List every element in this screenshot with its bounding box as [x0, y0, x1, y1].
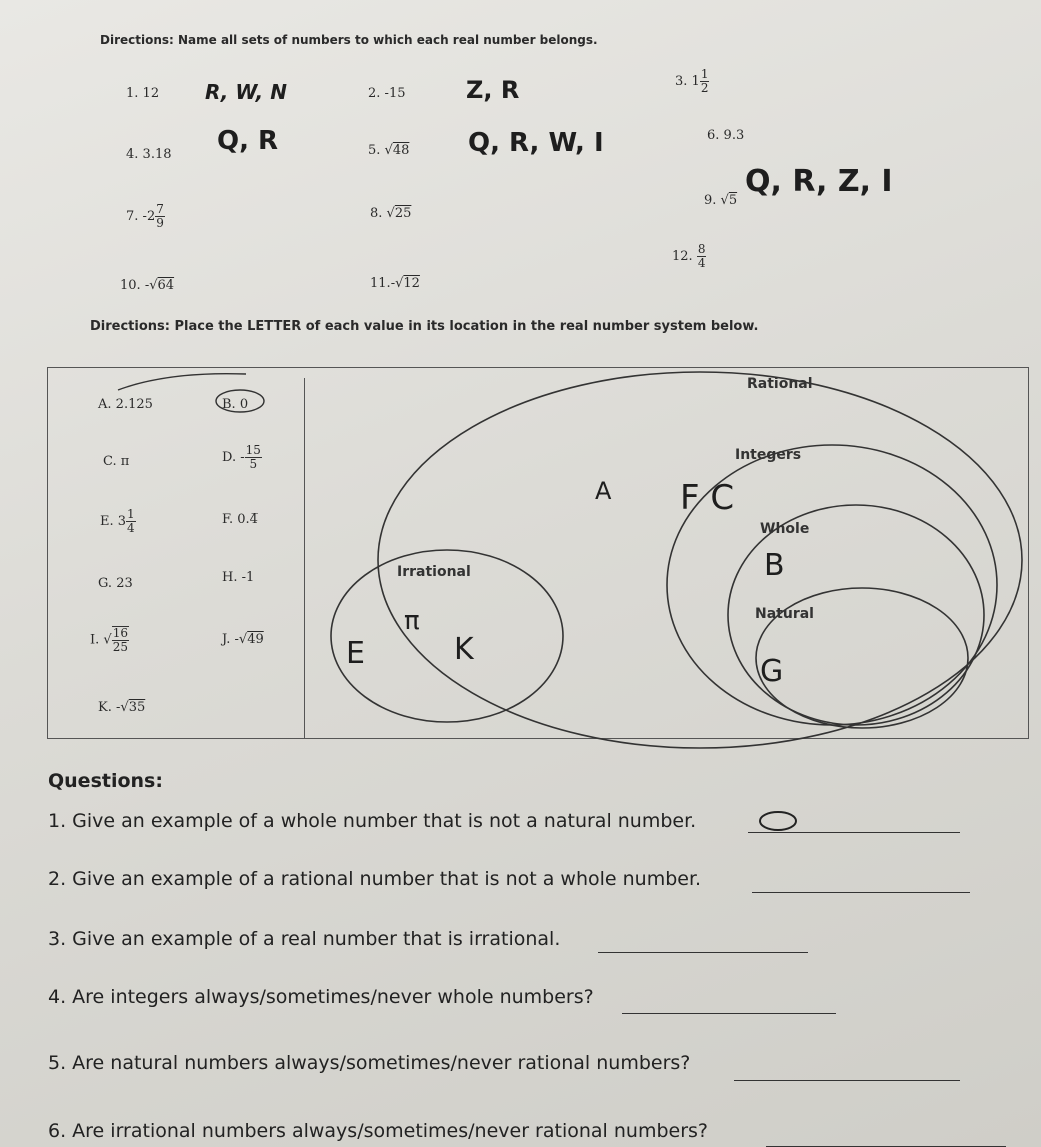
hw-b: B	[764, 548, 785, 583]
hw-g: G	[760, 654, 784, 689]
answer-1-text	[770, 808, 771, 809]
problem-5: 5. √48	[368, 143, 410, 158]
value-c: C. π	[103, 454, 130, 469]
answer-line-5[interactable]	[734, 1080, 960, 1081]
value-d: D. - $\frac{15}{5}$	[222, 443, 261, 471]
answer-line-1[interactable]	[748, 832, 960, 833]
top-directions: Directions: Name all sets of numbers to which each real number belongs.	[100, 33, 598, 47]
problem-11: 11.-√12	[370, 276, 420, 291]
hw-pi: π	[404, 606, 420, 636]
value-g: G. 23	[98, 576, 133, 591]
answer-circle-1	[760, 812, 796, 830]
hw-a: A	[595, 477, 612, 505]
problem-4: 4. 3.18	[126, 147, 172, 162]
problem-9: 9. √5	[704, 193, 738, 208]
question-4: 4. Are integers always/sometimes/never whole numbers?	[48, 986, 594, 1008]
irrational-label: Irrational	[397, 564, 471, 580]
integers-label: Integers	[735, 447, 802, 463]
question-5: 5. Are natural numbers always/sometimes/never rational numbers?	[48, 1052, 691, 1074]
mid-directions: Directions: Place the LETTER of each value in its location in the real number system below.	[90, 319, 759, 334]
problem-3: 3. 1 $\frac{1}{2}$	[675, 67, 709, 95]
problem-2: 2. -15	[368, 86, 406, 101]
problem-12: 12. $\frac{8}{4}$	[672, 242, 706, 270]
question-6: 6. Are irrational numbers always/sometimes/never rational numbers?	[48, 1120, 709, 1142]
problem-6: 6. 9.3	[707, 128, 745, 143]
circle-mark-b	[216, 390, 264, 412]
value-j: J. -√49	[222, 632, 264, 647]
question-2: 2. Give an example of a rational number that is not a whole number.	[48, 868, 702, 890]
question-1: 1. Give an example of a whole number that is not a natural number.	[48, 810, 697, 832]
problem-10: 10. -√64	[120, 278, 175, 293]
answer-4: Q, R	[217, 126, 279, 156]
natural-label: Natural	[755, 606, 814, 622]
answer-2: Z, R	[466, 76, 520, 104]
question-3: 3. Give an example of a real number that is irrational.	[48, 928, 561, 950]
rational-label: Rational	[747, 376, 813, 392]
questions-title: Questions:	[48, 770, 163, 792]
hw-fc: F C	[680, 478, 735, 518]
value-f: F. 0.4̅	[222, 512, 258, 527]
answer-line-2[interactable]	[752, 892, 970, 893]
value-b: B. 0	[222, 397, 249, 412]
problem-8: 8. √25	[370, 206, 412, 221]
answer-1: R, W, N	[205, 80, 287, 104]
value-e: E. 3 $\frac{1}{4}$	[100, 507, 135, 535]
hw-e: E	[346, 636, 365, 671]
hw-k: K	[454, 632, 474, 667]
answer-5: Q, R, W, I	[468, 128, 604, 158]
answer-line-4[interactable]	[622, 1013, 836, 1014]
rational-oval	[378, 372, 1022, 748]
whole-label: Whole	[760, 521, 810, 537]
value-i: I. √ $\frac{16}{25}$	[90, 626, 128, 654]
answer-9: Q, R, Z, I	[745, 164, 893, 199]
value-h: H. -1	[222, 570, 255, 585]
circle-mark-a	[118, 374, 246, 390]
answer-line-3[interactable]	[598, 952, 808, 953]
value-k: K. -√35	[98, 700, 146, 715]
problem-7: 7. -2 $\frac{7}{9}$	[126, 202, 164, 230]
problem-1: 1. 12	[126, 86, 160, 101]
value-a: A. 2.125	[98, 397, 153, 412]
